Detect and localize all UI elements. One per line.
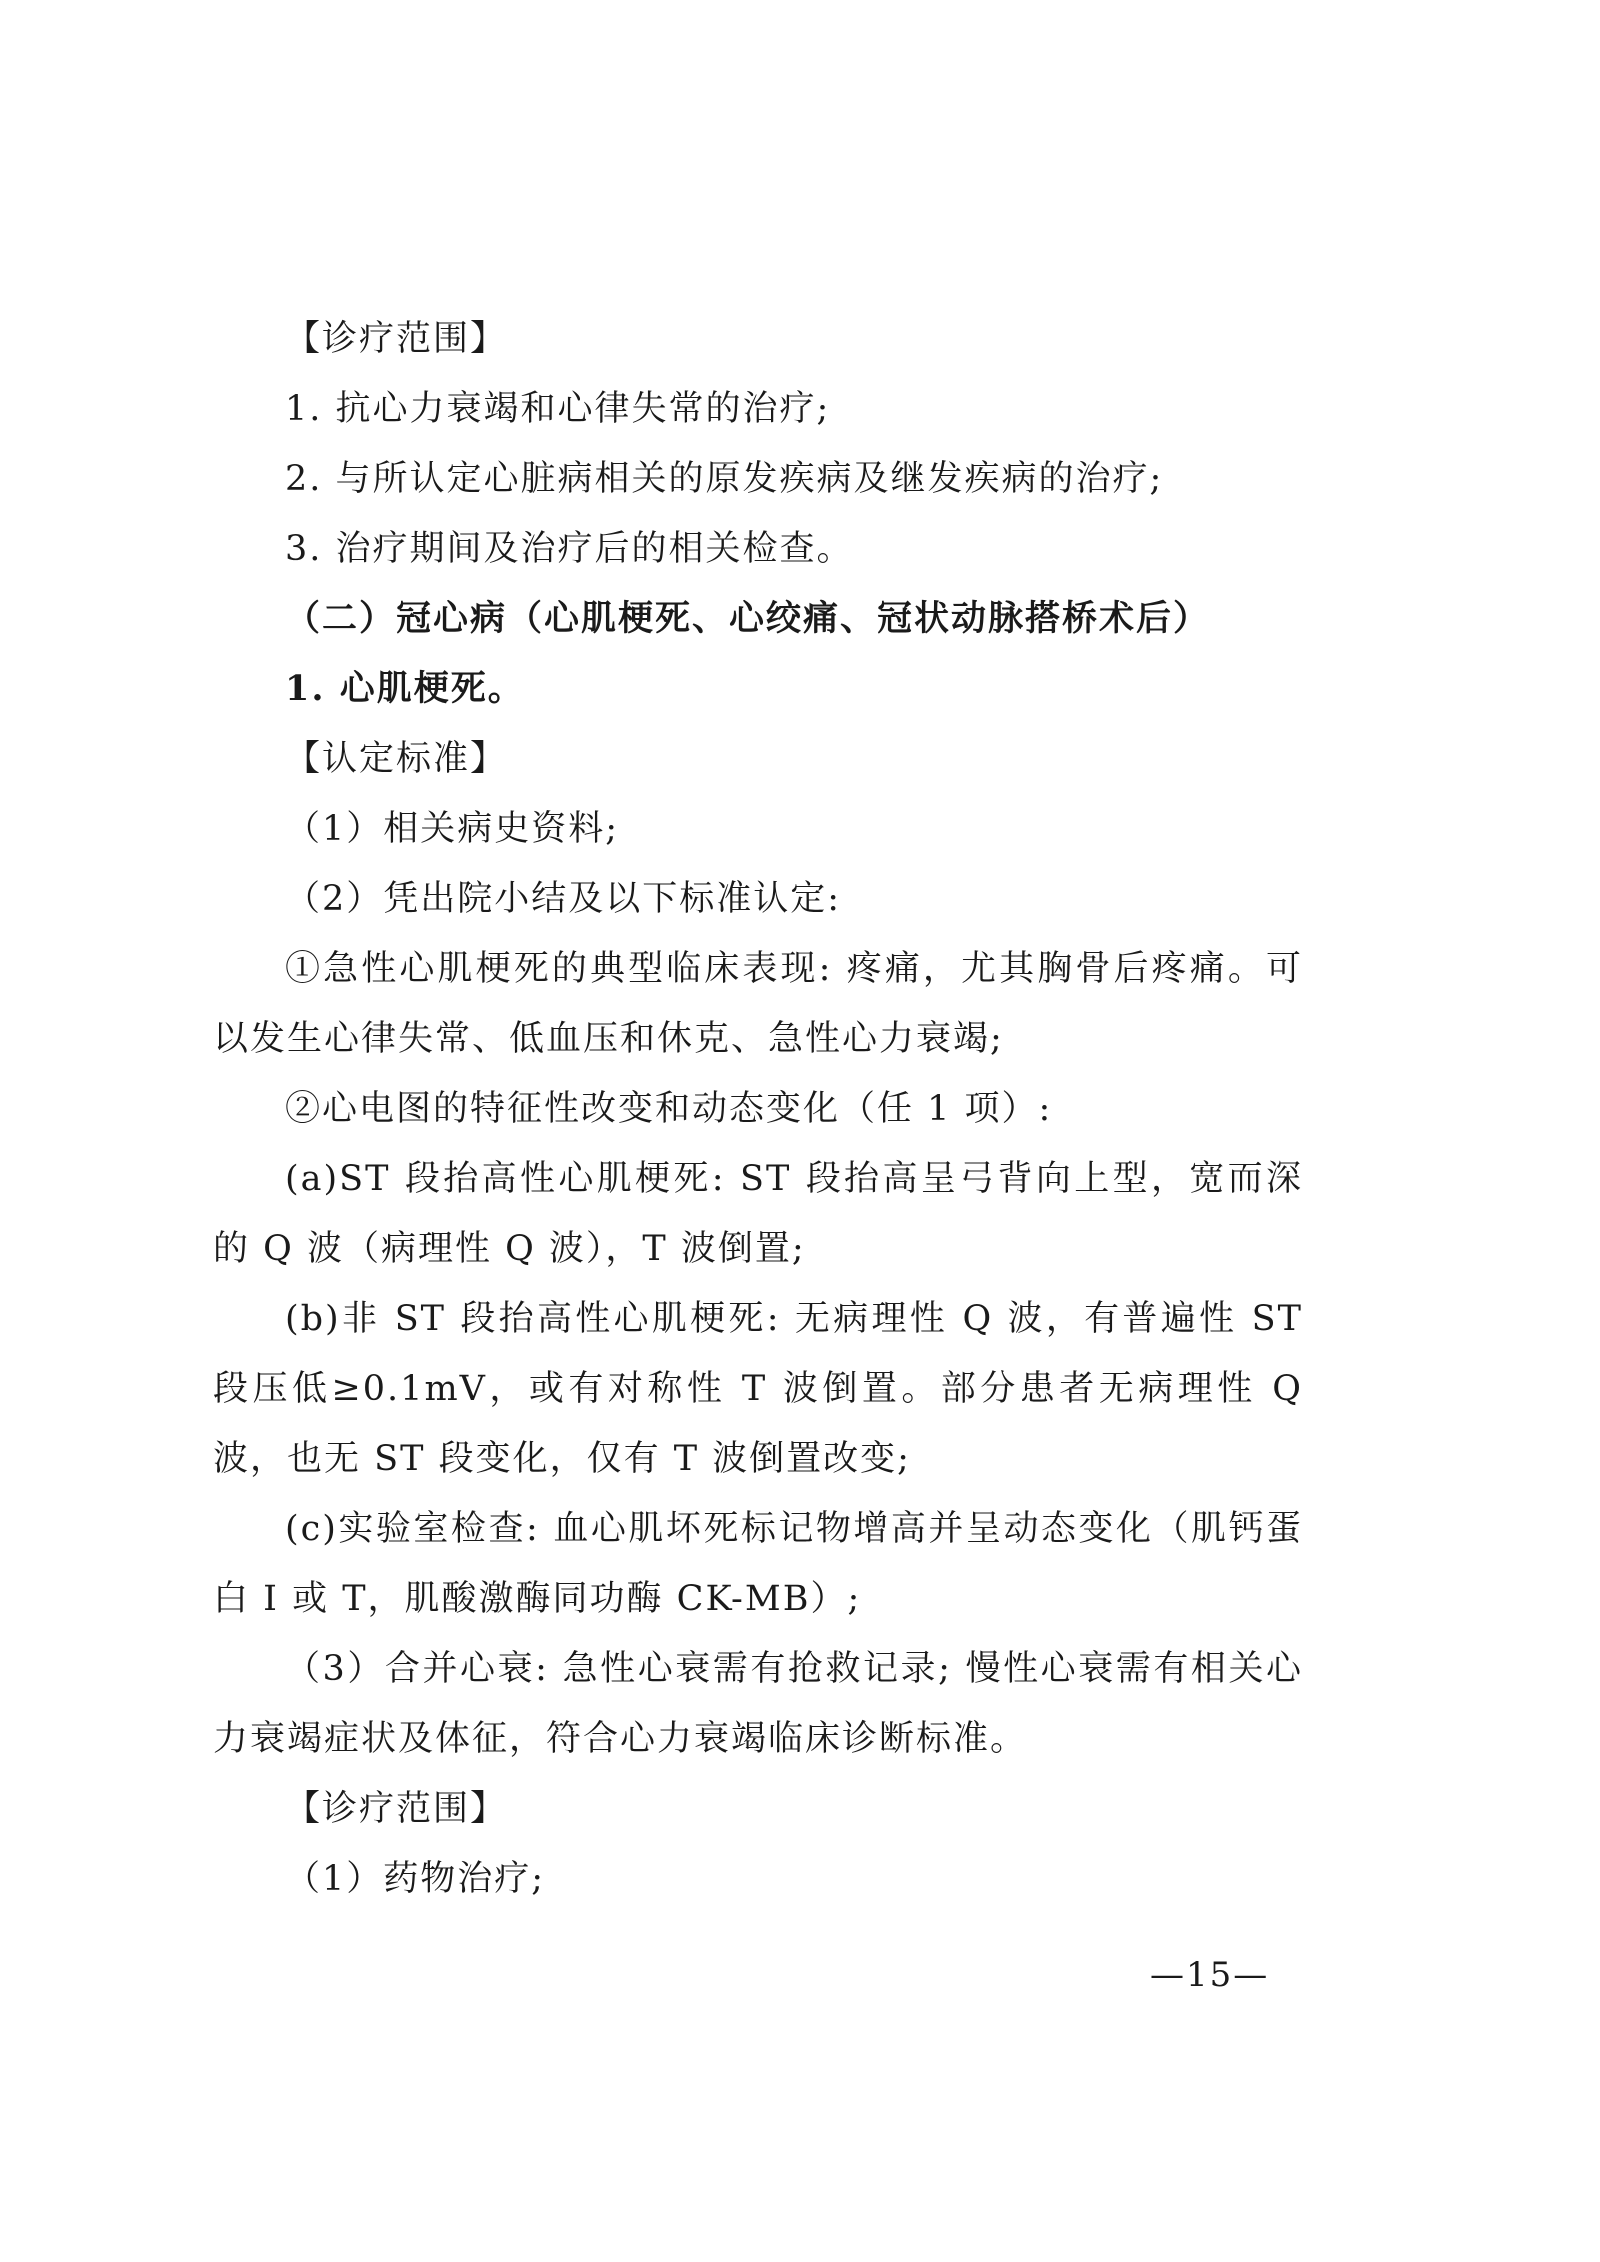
list-item: 1. 抗心力衰竭和心律失常的治疗; — [285, 389, 831, 429]
section-label-diagnosis-scope: 【诊疗范围】 — [285, 319, 508, 359]
list-item: （1）药物治疗; — [285, 1859, 546, 1899]
section-label-criteria: 【认定标准】 — [285, 739, 508, 779]
list-item: （1）相关病史资料; — [285, 809, 620, 849]
section-label-diagnosis-scope: 【诊疗范围】 — [285, 1789, 508, 1829]
paragraph: (a)ST 段抬高性心肌梗死: ST 段抬高呈弓背向上型，宽而深的 Q 波（病理性 Q 波），T 波倒置; — [213, 1159, 1303, 1269]
paragraph: ①急性心肌梗死的典型临床表现: 疼痛，尤其胸骨后疼痛。可以发生心律失常、低血压和休克、急性心力衰竭; — [213, 949, 1303, 1059]
paragraph: (c)实验室检查: 血心肌坏死标记物增高并呈动态变化（肌钙蛋白 I 或 T，肌酸激酶同功酶 CK-MB）; — [213, 1509, 1303, 1619]
list-item: 2. 与所认定心脏病相关的原发疾病及继发疾病的治疗; — [285, 459, 1164, 499]
list-item: （2）凭出院小结及以下标准认定: — [285, 879, 842, 919]
paragraph: （3）合并心衰: 急性心衰需有抢救记录; 慢性心衰需有相关心力衰竭症状及体征，符合心力衰竭临床诊断标准。 — [213, 1649, 1303, 1759]
section-heading: （二）冠心病（心肌梗死、心绞痛、冠状动脉搭桥术后） — [285, 598, 1211, 639]
list-item: 3. 治疗期间及治疗后的相关检查。 — [285, 529, 854, 569]
subsection-heading: 1. 心肌梗死。 — [285, 668, 525, 709]
document-body — [213, 304, 1303, 1914]
paragraph: ②心电图的特征性改变和动态变化（任 1 项）: — [285, 1089, 1053, 1129]
paragraph: (b)非 ST 段抬高性心肌梗死: 无病理性 Q 波，有普遍性 ST 段压低≥0.1mV，或有对称性 T 波倒置。部分患者无病理性 Q 波，也无 ST 段变化，仅有 T 波倒置改变; — [213, 1299, 1303, 1479]
page-number: —15— — [1150, 1955, 1270, 1995]
